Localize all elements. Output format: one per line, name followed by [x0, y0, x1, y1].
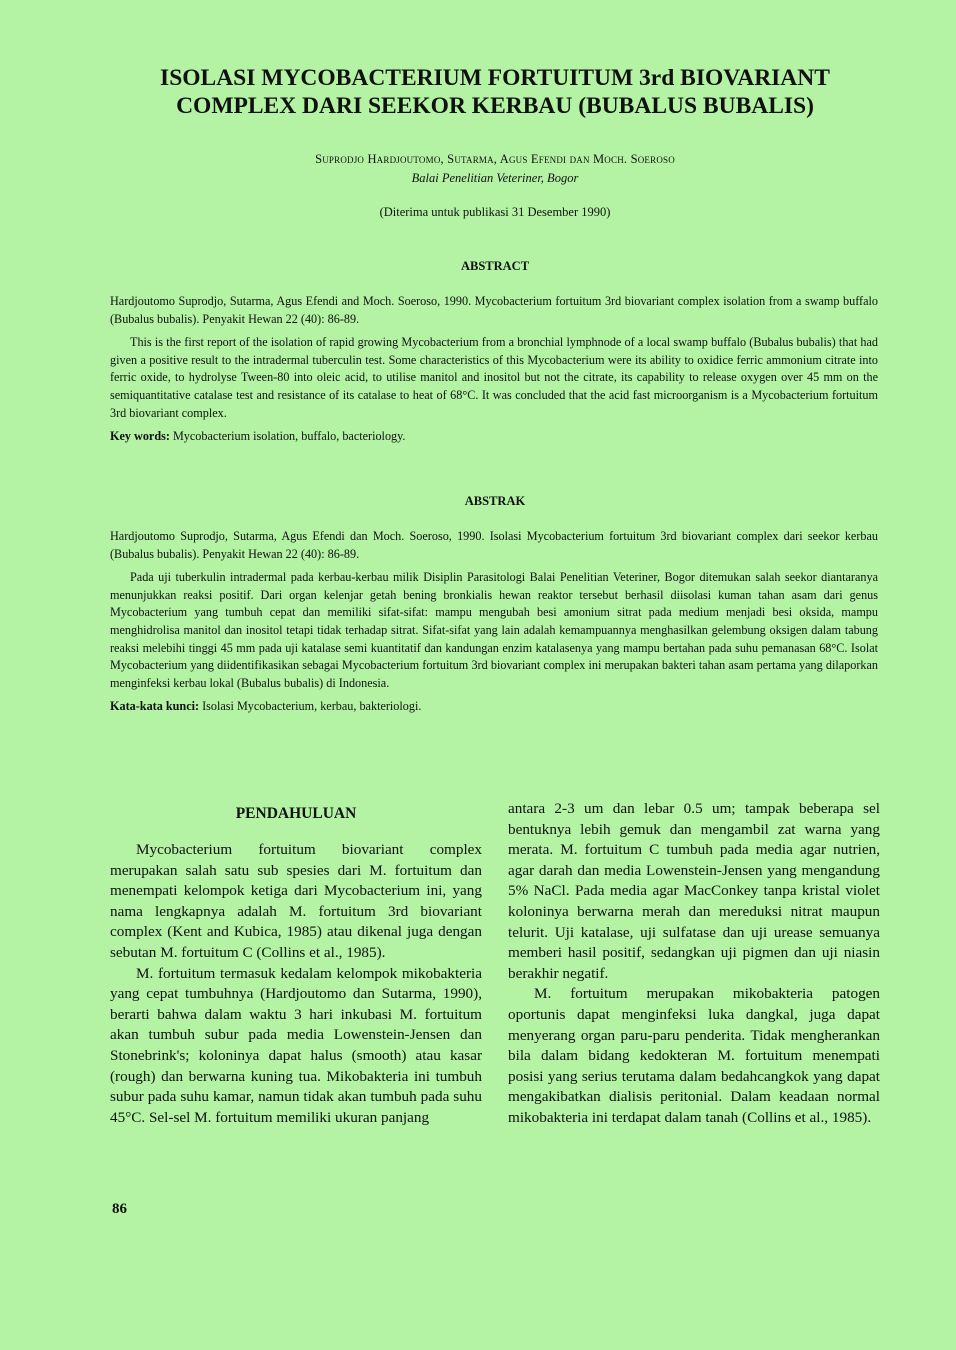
title-line-2: COMPLEX DARI SEEKOR KERBAU (BUBALUS BUBALIS)	[176, 93, 814, 119]
author-list: Suprodjo Hardjoutomo, Sutarma, Agus Efendi dan Moch. Soeroso	[315, 152, 675, 166]
left-column	[110, 840, 482, 1128]
kata-kunci-text: Isolasi Mycobacterium, kerbau, bakteriologi.	[202, 699, 422, 714]
keywords-text: Mycobacterium isolation, buffalo, bacteriology.	[172, 429, 406, 444]
received-date: (Diterima untuk publikasi 31 Desember 1990)	[379, 205, 611, 219]
institution: Balai Penelitian Veteriner, Bogor	[411, 171, 579, 185]
intro-paragraph-3: antara 2-3 um dan lebar 0.5 um; tampak beberapa sel bentuknya lebih gemuk dan mengambil zat warna yang merata. M. fortuitum C tumbuh pada media agar nutrien, agar darah dan media Lowenstein-Jensen yang mengandung 5% NaCl. Pada media agar MacConkey tanpa kristal violet koloninya berwarna merah dan mereduksi nitrat maupun telurit. Uji katalase, uji sulfatase dan uji urease semuanya memberi hasil positif, sedangkan uji pigmen dan uji niasin berakhir negatif.	[508, 800, 880, 982]
abstract-heading: ABSTRACT	[460, 259, 530, 273]
abstract-keywords	[110, 428, 878, 446]
abstrak-section	[110, 528, 878, 722]
abstract-citation: Hardjoutomo Suprodjo, Sutarma, Agus Efendi and Moch. Soeroso, 1990. Mycobacterium fortuitum 3rd biovariant complex isolation from a swamp buffalo (Bubalus bubalis). Penyakit Hewan 22 (40): 86-89.	[110, 294, 878, 326]
keywords-label: Key words:	[110, 429, 170, 444]
right-column	[508, 799, 880, 1129]
abstract-body: This is the first report of the isolation of rapid growing Mycobacterium from a bronchial lymphnode of a local swamp buffalo (Bubalus bubalis) that had given a positive result to the intradermal tuberculin test. Some characteristics of this Mycobacterium were its ability to oxidice ferric ammonium citrate into ferric oxide, to hydrolyse Tween-80 into oleic acid, to utilise manitol and inositol but not the citrate, its capability to release oxygen over 45 mm on the semiquantitative catalase test and resistance of its catalase to heat of 68°C. It was concluded that the acid fast microorganism is a Mycobacterium fortuitum 3rd biovariant complex.	[110, 335, 878, 420]
abstrak-citation: Hardjoutomo Suprodjo, Sutarma, Agus Efendi dan Moch. Soeroso, 1990. Isolasi Mycobacterium fortuitum 3rd biovariant complex dari seekor kerbau (Bubalus bubalis). Penyakit Hewan 22 (40): 86-89.	[110, 529, 878, 561]
intro-paragraph-4: M. fortuitum merupakan mikobakteria patogen oportunis dapat menginfeksi luka dangkal, juga dapat menyerang organ paru-paru penderita. Tidak mengherankan bila dalam bidang kedokteran M. fortuitum menempati posisi yang serius terutama dalam bedahcangkok yang dapat mengakibatkan dialisis peritonial. Dalam keadaan normal mikobakteria ini terdapat dalam tanah (Collins et al., 1985).	[508, 985, 880, 1126]
intro-heading: PENDAHULUAN	[235, 805, 357, 822]
paper-title	[100, 64, 890, 120]
abstrak-heading: ABSTRAK	[464, 494, 526, 508]
abstrak-keywords	[110, 698, 878, 716]
abstrak-body: Pada uji tuberkulin intradermal pada kerbau-kerbau milik Disiplin Parasitologi Balai Penelitian Veteriner, Bogor ditemukan salah seekor diantaranya menunjukkan reaksi positif. Dari organ kelenjar getah bening bronkialis hewan reaktor tersebut berhasil diisolasi kuman tahan asam dari genus Mycobacterium yang tumbuh cepat dan memiliki sifat-sifat: mampu mengubah besi amonium sitrat pada medium menjadi besi oksida, mampu menghidrolisa manitol dan inositol tetapi tidak terhadap sitrat. Sifat-sifat yang lain adalah kemampuannya menghasilkan gelembung oksigen dalam tabung reaksi melebihi tinggi 45 mm pada uji katalase semi kuantitatif dan kandungan enzim katalasenya yang mampu bertahan pada suhu pemanasan 68°C. Isolat Mycobacterium yang diidentifikasikan sebagai Mycobacterium fortuitum 3rd biovariant complex ini merupakan bakteri tahan asam pertama yang dilaporkan menginfeksi kerbau lokal (Bubalus bubalis) di Indonesia.	[110, 570, 878, 690]
page-number: 86	[112, 1201, 127, 1217]
kata-kunci-label: Kata-kata kunci:	[110, 699, 200, 714]
intro-paragraph-1: Mycobacterium fortuitum biovariant complex merupakan salah satu sub spesies dari M. fortuitum dan menempati kelompok ketiga dari Mycobacterium ini, yang nama lengkapnya adalah M. fortuitum 3rd biovariant complex (Kent and Kubica, 1985) atau dikenal juga dengan sebutan M. fortuitum C (Collins et al., 1985).	[110, 841, 482, 961]
title-line-1: ISOLASI MYCOBACTERIUM FORTUITUM 3rd BIOVARIANT	[160, 65, 830, 91]
abstract-section	[110, 293, 878, 452]
intro-paragraph-2: M. fortuitum termasuk kedalam kelompok mikobakteria yang cepat tumbuhnya (Hardjoutomo dan Sutarma, 1990), berarti bahwa dalam waktu 3 hari inkubasi M. fortuitum akan tumbuh subur pada media Lowenstein-Jensen dan Stonebrink's; koloninya dapat halus (smooth) atau kasar (rough) dan berwarna kuning tua. Mikobakteria ini tumbuh subur pada suhu kamar, namun tidak akan tumbuh pada suhu 45°C. Sel-sel M. fortuitum memiliki ukuran panjang	[110, 964, 482, 1126]
